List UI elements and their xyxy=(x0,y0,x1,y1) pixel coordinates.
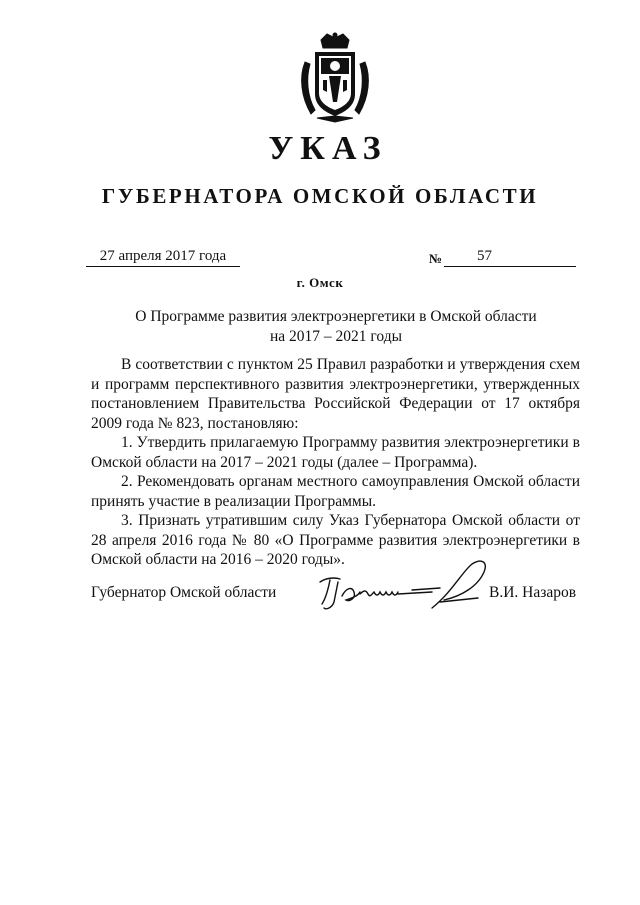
decree-heading xyxy=(100,307,572,347)
body-item-2: 2. Рекомендовать органам местного самоуправления Омской области принять участие в реализации Программы. xyxy=(91,473,580,510)
document-type-title: УКАЗ xyxy=(268,130,388,167)
decree-number-field xyxy=(444,246,576,267)
city-name: г. Омск xyxy=(296,275,344,290)
number-label: № xyxy=(429,251,443,266)
signatory-position: Губернатор Омской области xyxy=(91,584,277,601)
body-intro-paragraph: В соответствии с пунктом 25 Правил разработки и утверждения схем и программ перспективного развития электроэнергетики, утвержденных постановлением Правительства Российской Федерации от 17 октября 2009 года № 823, постановляю: xyxy=(91,356,580,432)
coat-of-arms-icon xyxy=(297,32,373,124)
signatory-name: В.И. Назаров xyxy=(489,584,577,601)
issuer-subtitle: ГУБЕРНАТОРА ОМСКОЙ ОБЛАСТИ xyxy=(101,184,539,208)
decree-body xyxy=(91,355,580,570)
handwritten-signature-icon xyxy=(312,552,502,622)
decree-number: 57 xyxy=(477,248,492,264)
body-item-3: 3. Признать утратившим силу Указ Губернатора Омской области от 28 апреля 2016 года № 80 «О Программе развития электроэнергетики в Омской области на 2016 – 2020 годы». xyxy=(91,512,580,568)
decree-heading-line-2: на 2017 – 2021 годы xyxy=(270,328,402,345)
decree-date: 27 апреля 2017 года xyxy=(86,246,240,267)
decree-heading-line-1: О Программе развития электроэнергетики в Омской области xyxy=(135,308,537,325)
body-item-1: 1. Утвердить прилагаемую Программу развития электроэнергетики в Омской области на 2017 – 2021 годы (далее – Программа). xyxy=(91,434,580,471)
